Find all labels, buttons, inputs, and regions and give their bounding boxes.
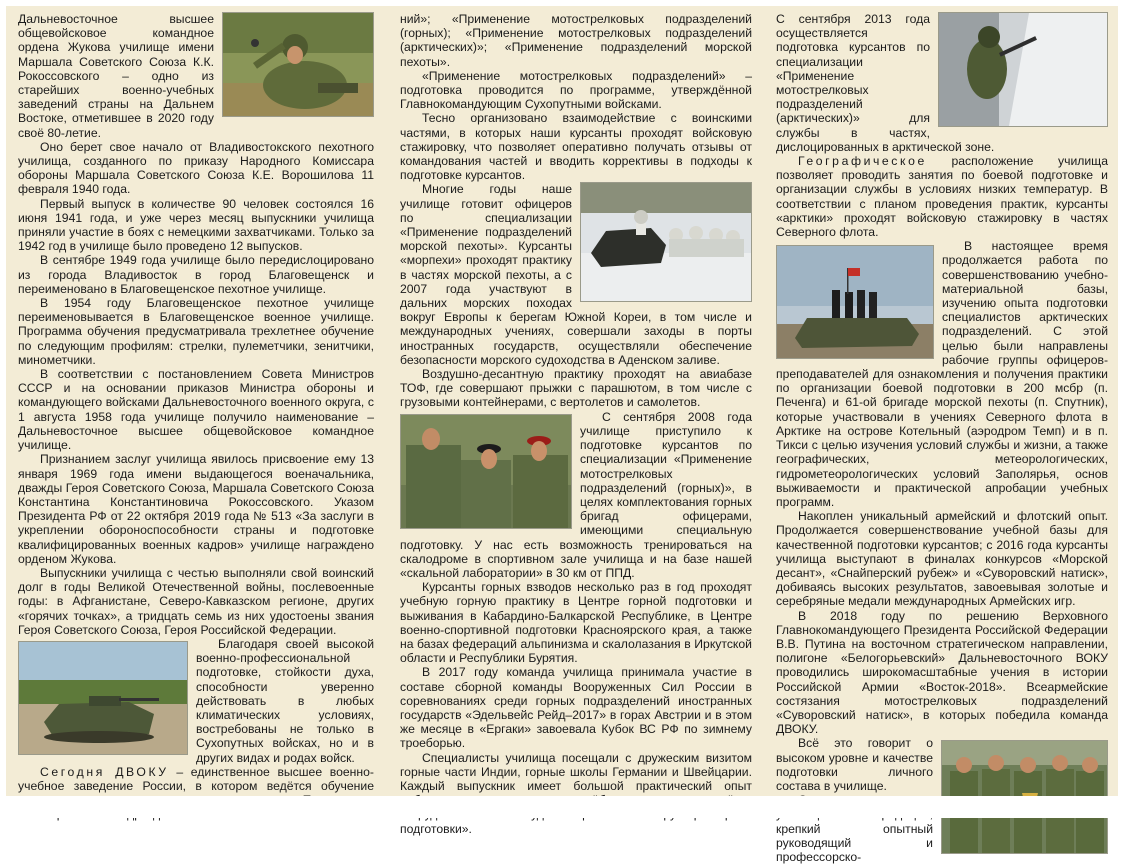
geography-text: расположение училища позволяет проводить занятия по боевой подготовке и организации службы в условиях низких температур. В соответствии с планом проведения практик, курсанты «арктики» проходят войсковую стажировку в частях Северного флота. (776, 154, 1108, 240)
history-origin-paragraph: Оно берет свое начало от Владивостокского пехотного училища, созданного по приказу Народного Комиссара обороны Маршала Советского Союза К.Е. Ворошилова 11 февраля 1940 года. (18, 139, 374, 197)
foreign-visits-paragraph: Специалисты училища посещали с дружеским визитом горные части Индии, горные школы Германии и Швейцарии. Каждый выпускник имеет большой практический опыт подготовки». (400, 750, 752, 836)
brochure-page (6, 6, 1118, 864)
army-games-paragraph: Накоплен уникальный армейский и флотский опыт. Продолжается совершенствование учебной базы для качественной подготовки курсантов; с 2016 года курсанты училища выступают в финалах конкурсов «Морской десант», «Снайперский рубеж» и «Суворовский натиск», добиваясь высоких результатов, завоевывая золотые и серебряные медали международных Армейских игр. (776, 509, 1108, 609)
soldier-grenade-photo (222, 12, 374, 117)
arctic-climbing-photo (938, 12, 1108, 127)
traditions-paragraph: крепкий опытный руководящий и профессорско- (776, 821, 933, 864)
arctic-armored-vehicle-photo (776, 245, 934, 359)
today-dvoku-text: – единственное высшее военно-учебное заведение России, в котором ведётся обучение (18, 764, 374, 793)
arctic-research-paragraph: В настоящее время продолжается работа по совершенствованию учебно-материальной базы, изучению опыта подготовки специалистов арктических подразделений. С этой целью были направлены рабочие группы офицеров-преподавателей для ознакомления и получения практики по организации боевой подготовки в 200 мсбр (п. Печенга) и 61-ой бригаде морской пехоты (п. Спутник), которые участвовали в учениях Северного флота в Арктике на острове Котельный (аэродром Темп) и в п. Тикси с целью изучения условий службы и жизни, а также географических, метеорологических, гидрометеорологических условий Заполярья, основ выживаемости и практической апробации учебных программ. (776, 239, 1108, 509)
today-dvoku-lead: Сегодня ДВОКУ (40, 764, 169, 779)
text-column-3 (776, 12, 1108, 864)
graduates-paragraph: Выпускники училища с честью выполняли свой воинский долг в годы Великой Отечественной войны, послевоенные годы: в Афганистане, Северо-Кавказском регионе, других «горячих точках», а тридцать семь из них удостоены звания Героя Советского Союза, Героя Российской Федерации. (18, 565, 374, 637)
bmp-vehicle-photo (18, 641, 188, 755)
bottom-margin (0, 796, 1124, 818)
renaming-1954-paragraph: В 1954 году Благовещенское пехотное училище переименовывается в Благовещенское военное училище. Программа обучения предусматривала трехлетнее обучение по следующим профилям: стрелки, пулеметчики, зенитчики, минометчики. (18, 296, 374, 367)
geography-lead: Географическое (798, 154, 927, 169)
internship-paragraph: Тесно организовано взаимодействие с воинскими частями, в которых наши курсанты проходят войсковую стажировку, что позволяет оперативно получать отзывы от командования частей и вводить коррективы в подходы к подготовке курсантов. (400, 111, 752, 183)
mountain-training-paragraph: С сентября 2008 года училище приступило к подготовке курсантов по специализации «Применение мотострелковых подразделений (горных)», в целях комплектования горных бригад офицерами, имеющими специальную подготовку. У нас есть возможность тренироваться на скалодроме в спортивном зале училища и на базе нашей «скальной лаборатории» в 30 км от ППД. (400, 409, 752, 580)
qualities-paragraph: Благодаря своей высокой военно-профессиональной подготовке, стойкости духа, способности уверенно действовать в любых климатических условиях, востребованы не только в Сухопутных войсках, но и в других видах и родах войск. (196, 636, 374, 765)
rokossovsky-name-paragraph: Признанием заслуг училища явилось присвоение ему 13 января 1969 года имени выдающегося военачальника, дважды Героя Советского Союза, Маршала Советского Союза Константина Константиновича Рокоссовского. Указом Президента РФ от 22 октября 2019 года № 513 «За заслуги в укреплении обороноспособности страны и подготовке квалифицированных военных кадров» училище награждено орденом Жукова. (18, 452, 374, 566)
relocation-paragraph: В сентябре 1949 года училище было передислоцировано из города Владивосток в город Благовещенск и переименовано в Благовещенское пехотное училище. (18, 253, 374, 296)
vostok-2018-paragraph: В 2018 году по решению Верховного Главнокомандующего Президента Российской Федерации В.В. Путина на восточном стратегическом направлении, полигоне «Белогорьевский» Дальневосточного ВОКУ проводились широкомасштабные учения в истории Российской Армии «Восток-2018». Всеармейские состязания мотострелковых подразделений «Суворовский натиск», в которых победила команда ДВОКУ. (776, 608, 1108, 737)
specializations-continued: ний»; «Применение мотострелковых подразделений (горных); «Применение мотострелковых подразделений (арктических)»; «Применение подразделений морской пехоты». (400, 12, 752, 69)
mountain-practice-paragraph: Курсанты горных взводов несколько раз в год проходят учебную горную практику в Центре горной подготовки и выживания в Кабардино-Балкарской Республике, в Центре военно-спортивной подготовки Красноярского края, а также на базах федераций альпинизма и скалолазания в Иркутской области и Республики Бурятия. (400, 580, 752, 666)
marines-paragraph: Многие годы наше училище готовит офицеров по специализации «Применение подразделений морской пехоты». Курсанты «морпехи» проходят практику в частях морской пехоты, а с 2007 года участвуют в дальних морских походах вокруг Европы к берегам Южной Кореи, в том числе и международных учениях, совершали заходы в порты иностранных государств, осуществляли обеспечение безопасности морского судоходства в Аденском заливе. (400, 182, 752, 367)
renaming-1958-paragraph: В соответствии с постановлением Совета Министров СССР и на основании приказов Министра обороны и командующего войсками Дальневосточного военного округа, с 1 августа 1958 года училище получило наименование – Дальневосточное высшее общевойсковое командное училище. (18, 367, 374, 453)
snowmobile-photo (580, 182, 752, 302)
arctic-specialization-paragraph: С сентября 2013 года осуществляется подготовка курсантов по специализации «Применение мотострелковых подразделений (арктических)» для службы в частях, дислоцированных в арктической зоне. (776, 12, 995, 154)
text-column-2 (400, 12, 752, 836)
history-intro-paragraph: Дальневосточное высшее общевойсковое командное ордена Жукова училище имени Маршала Советского Союза К.К. Рокоссовского – одно из старейших военно-учебных заведений страны на Дальнем Востоке, отметившее в 2020 году своё 80-летие. (18, 12, 214, 140)
edelweiss-raid-paragraph: В 2017 году команда училища принимала участие в составе сборной команды Вооруженных Сил России в соревнованиях среди горных подразделений иностранных государств «Эдельвейс Рейд–2017» в горах Австрии и в этом же месяце в «Ергаки» завоевала Кубок ВС РФ по зимнему троеборью. (400, 665, 752, 751)
training-quality-paragraph: Всё это говорит о высоком уровне и качестве подготовки личного состава в училище. (776, 736, 933, 793)
airborne-paragraph: Воздушно-десантную практику проходят на авиабазе ТОФ, где совершают прыжки с парашютом, в том числе с грузовыми контейнерами, с вертолетов и самолетов. (400, 367, 752, 410)
text-column-1 (18, 12, 374, 792)
first-graduation-paragraph: Первый выпуск в количестве 90 человек состоялся 16 июня 1941 года, и уже через месяц выпускники училища приняли участие в боях с немецкими захватчиками. Только за 1942 год в училище было проведено 12 выпусков. (18, 196, 374, 254)
motor-rifle-paragraph: «Применение мотострелковых подразделений» – подготовка проводится по программе, утверждённой Главнокомандующим Сухопутными войсками. (400, 68, 752, 112)
marines-berets-photo (400, 414, 572, 529)
